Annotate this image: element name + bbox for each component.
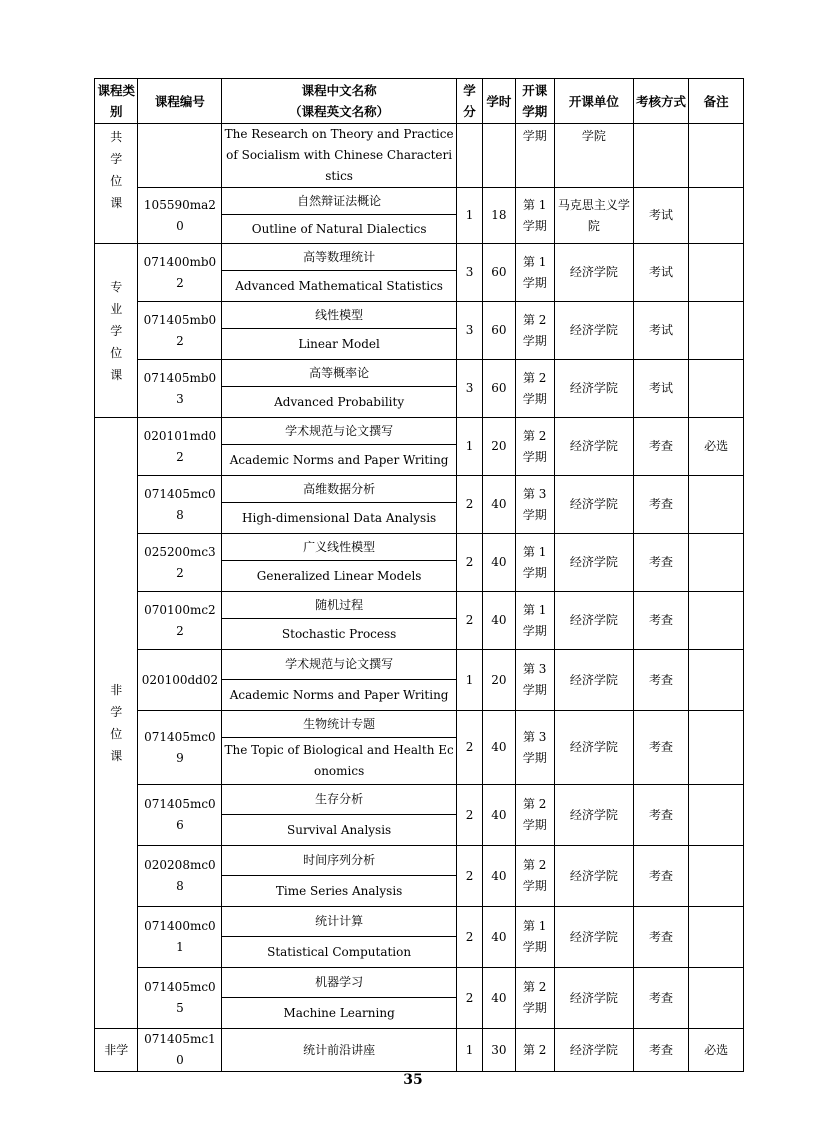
course-hours-cell: 60 xyxy=(483,360,515,418)
course-remark-cell xyxy=(689,907,744,968)
course-unit-cell: 经济学院 xyxy=(554,418,633,476)
course-name-en: High-dimensional Data Analysis xyxy=(222,503,457,534)
table-row xyxy=(95,650,744,680)
table-row xyxy=(95,711,744,738)
course-code-cell: 025200mc32 xyxy=(138,534,222,592)
table-row xyxy=(95,302,744,329)
category-label: 非学 xyxy=(104,1042,129,1057)
course-semester-cell: 第 1 学期 xyxy=(515,188,554,244)
course-name-cn: 高等概率论 xyxy=(222,360,457,387)
header-name-en: （课程英文名称） xyxy=(289,104,390,119)
header-name-cn: 课程中文名称 xyxy=(301,83,377,98)
table-row xyxy=(95,360,744,387)
course-remark-cell xyxy=(689,476,744,534)
course-semester-cell: 第 3 学期 xyxy=(515,476,554,534)
course-name-cn: 学术规范与论文撰写 xyxy=(222,418,457,445)
course-exam-cell: 考查 xyxy=(633,1029,689,1072)
header-code: 课程编号 xyxy=(138,79,222,124)
course-name-en: Time Series Analysis xyxy=(222,876,457,907)
course-exam-cell: 考试 xyxy=(633,244,689,302)
category-cell xyxy=(95,418,138,1029)
course-remark-cell xyxy=(689,302,744,360)
course-code-cell: 071405mb02 xyxy=(138,302,222,360)
course-name-cn: 高维数据分析 xyxy=(222,476,457,503)
course-hours-cell: 40 xyxy=(483,476,515,534)
page-number: 35 xyxy=(403,1072,423,1088)
course-name-en: Academic Norms and Paper Writing xyxy=(222,680,457,711)
category-label: 非学位课 xyxy=(110,683,123,763)
table-row xyxy=(95,968,744,998)
category-cell xyxy=(95,1029,138,1072)
course-code-cell: 020208mc08 xyxy=(138,846,222,907)
course-exam-cell: 考查 xyxy=(633,650,689,711)
category-cell xyxy=(95,244,138,418)
table-row xyxy=(95,418,744,445)
course-exam-cell: 考试 xyxy=(633,302,689,360)
course-semester-cell: 第 1 学期 xyxy=(515,534,554,592)
course-code-cell: 071405mc10 xyxy=(138,1029,222,1072)
course-remark-cell: 必选 xyxy=(689,1029,744,1072)
course-name-cn: 统计前沿讲座 xyxy=(222,1029,457,1072)
course-table xyxy=(94,78,744,1072)
course-name-en: Stochastic Process xyxy=(222,619,457,650)
course-name-cn: 生存分析 xyxy=(222,785,457,815)
course-code-cell: 071405mb03 xyxy=(138,360,222,418)
course-exam-cell: 考查 xyxy=(633,534,689,592)
course-hours-cell: 40 xyxy=(483,907,515,968)
course-remark-cell xyxy=(689,846,744,907)
course-unit-cell: 马克思主义学院 xyxy=(554,188,633,244)
course-credit-cell: 2 xyxy=(456,846,482,907)
course-semester-cell: 第 1 学期 xyxy=(515,244,554,302)
course-exam-cell: 考查 xyxy=(633,785,689,846)
course-credit-cell: 2 xyxy=(456,785,482,846)
course-remark-cell xyxy=(689,124,744,188)
course-unit-cell: 经济学院 xyxy=(554,968,633,1029)
table-row xyxy=(95,785,744,815)
table-row xyxy=(95,124,744,188)
course-name-cn: 广义线性模型 xyxy=(222,534,457,561)
course-name-en: Generalized Linear Models xyxy=(222,561,457,592)
header-remark: 备注 xyxy=(689,79,744,124)
course-remark-cell xyxy=(689,188,744,244)
course-remark-cell xyxy=(689,534,744,592)
course-credit-cell: 2 xyxy=(456,711,482,785)
course-name-en: Advanced Mathematical Statistics xyxy=(222,271,457,302)
table-row xyxy=(95,188,744,215)
course-code-cell: 105590ma20 xyxy=(138,188,222,244)
course-code-cell: 071405mc09 xyxy=(138,711,222,785)
course-hours-cell: 60 xyxy=(483,302,515,360)
course-name-cn: 生物统计专题 xyxy=(222,711,457,738)
table-row xyxy=(95,907,744,937)
course-semester-cell: 第 3 学期 xyxy=(515,650,554,711)
course-name-cn: 学术规范与论文撰写 xyxy=(222,650,457,680)
course-hours-cell: 40 xyxy=(483,592,515,650)
course-exam-cell: 考查 xyxy=(633,418,689,476)
course-hours-cell: 20 xyxy=(483,650,515,711)
course-semester-cell: 学期 xyxy=(515,124,554,188)
course-unit-cell: 经济学院 xyxy=(554,1029,633,1072)
course-remark-cell xyxy=(689,592,744,650)
table-row xyxy=(95,476,744,503)
course-hours-cell: 20 xyxy=(483,418,515,476)
course-remark-cell xyxy=(689,711,744,785)
course-exam-cell: 考查 xyxy=(633,968,689,1029)
course-semester-cell: 第 2 学期 xyxy=(515,785,554,846)
course-credit-cell: 3 xyxy=(456,302,482,360)
course-code-cell: 071400mc01 xyxy=(138,907,222,968)
table-row xyxy=(95,534,744,561)
course-credit-cell: 2 xyxy=(456,907,482,968)
course-hours-cell: 30 xyxy=(483,1029,515,1072)
course-unit-cell: 经济学院 xyxy=(554,711,633,785)
table-row xyxy=(95,592,744,619)
course-unit-cell: 经济学院 xyxy=(554,534,633,592)
course-hours-cell: 18 xyxy=(483,188,515,244)
course-name-cn: 高等数理统计 xyxy=(222,244,457,271)
course-credit-cell: 1 xyxy=(456,188,482,244)
course-semester-cell: 第 2 学期 xyxy=(515,846,554,907)
course-credit-cell: 3 xyxy=(456,244,482,302)
course-hours-cell: 60 xyxy=(483,244,515,302)
header-unit: 开课单位 xyxy=(554,79,633,124)
course-exam-cell: 考查 xyxy=(633,907,689,968)
course-name-en: Advanced Probability xyxy=(222,387,457,418)
course-semester-cell: 第 2 学期 xyxy=(515,418,554,476)
category-cell xyxy=(95,124,138,244)
course-code-cell: 020101md02 xyxy=(138,418,222,476)
course-remark-cell xyxy=(689,360,744,418)
course-hours-cell: 40 xyxy=(483,785,515,846)
course-hours-cell: 40 xyxy=(483,534,515,592)
course-hours-cell xyxy=(483,124,515,188)
course-credit-cell xyxy=(456,124,482,188)
course-credit-cell: 1 xyxy=(456,418,482,476)
course-exam-cell: 考试 xyxy=(633,360,689,418)
course-exam-cell: 考查 xyxy=(633,476,689,534)
header-credit: 学分 xyxy=(456,79,482,124)
header-hours: 学时 xyxy=(483,79,515,124)
course-exam-cell xyxy=(633,124,689,188)
course-code-cell: 071400mb02 xyxy=(138,244,222,302)
course-name-en: Outline of Natural Dialectics xyxy=(222,215,457,244)
course-semester-cell: 第 3 学期 xyxy=(515,711,554,785)
table-row xyxy=(95,244,744,271)
course-semester-cell: 第 1 学期 xyxy=(515,907,554,968)
header-name xyxy=(222,79,457,124)
course-hours-cell: 40 xyxy=(483,711,515,785)
course-remark-cell xyxy=(689,968,744,1029)
course-exam-cell: 考查 xyxy=(633,592,689,650)
course-hours-cell: 40 xyxy=(483,846,515,907)
course-unit-cell: 经济学院 xyxy=(554,907,633,968)
course-code-cell: 020100dd02 xyxy=(138,650,222,711)
course-unit-cell: 经济学院 xyxy=(554,650,633,711)
course-code-cell: 071405mc05 xyxy=(138,968,222,1029)
course-name-cn: 统计计算 xyxy=(222,907,457,937)
course-semester-cell: 第 1 学期 xyxy=(515,592,554,650)
course-credit-cell: 1 xyxy=(456,650,482,711)
course-name-en: Academic Norms and Paper Writing xyxy=(222,445,457,476)
course-unit-cell: 经济学院 xyxy=(554,476,633,534)
course-credit-cell: 2 xyxy=(456,476,482,534)
course-credit-cell: 3 xyxy=(456,360,482,418)
course-exam-cell: 考查 xyxy=(633,846,689,907)
course-unit-cell: 经济学院 xyxy=(554,846,633,907)
course-exam-cell: 考试 xyxy=(633,188,689,244)
category-label: 专业学位课 xyxy=(110,279,123,382)
course-name-cn: 机器学习 xyxy=(222,968,457,998)
course-hours-cell: 40 xyxy=(483,968,515,1029)
course-name-cn: 随机过程 xyxy=(222,592,457,619)
course-name-cn: 自然辩证法概论 xyxy=(222,188,457,215)
course-name-cn: 线性模型 xyxy=(222,302,457,329)
course-name-en: Survival Analysis xyxy=(222,815,457,846)
table-row xyxy=(95,1029,744,1072)
course-unit-cell: 经济学院 xyxy=(554,302,633,360)
course-name-en: Statistical Computation xyxy=(222,937,457,968)
course-name-en: Linear Model xyxy=(222,329,457,360)
course-remark-cell xyxy=(689,650,744,711)
category-label: 共学位课 xyxy=(110,130,123,210)
course-remark-cell: 必选 xyxy=(689,418,744,476)
course-code-cell xyxy=(138,124,222,188)
header-semester: 开课学期 xyxy=(515,79,554,124)
course-unit-cell: 学院 xyxy=(554,124,633,188)
course-semester-cell: 第 2 学期 xyxy=(515,302,554,360)
course-code-cell: 070100mc22 xyxy=(138,592,222,650)
course-semester-cell: 第 2 学期 xyxy=(515,968,554,1029)
course-unit-cell: 经济学院 xyxy=(554,592,633,650)
course-name-cn: 时间序列分析 xyxy=(222,846,457,876)
course-unit-cell: 经济学院 xyxy=(554,360,633,418)
course-remark-cell xyxy=(689,785,744,846)
course-semester-cell: 第 2 学期 xyxy=(515,360,554,418)
course-remark-cell xyxy=(689,244,744,302)
header-category: 课程类别 xyxy=(95,79,138,124)
course-semester-cell: 第 2 xyxy=(515,1029,554,1072)
course-code-cell: 071405mc08 xyxy=(138,476,222,534)
header-row xyxy=(95,79,744,124)
course-code-cell: 071405mc06 xyxy=(138,785,222,846)
course-credit-cell: 2 xyxy=(456,592,482,650)
header-exam: 考核方式 xyxy=(633,79,689,124)
course-unit-cell: 经济学院 xyxy=(554,244,633,302)
course-name-en: The Research on Theory and Practice of Socialism with Chinese Characteristics xyxy=(222,124,457,188)
course-credit-cell: 1 xyxy=(456,1029,482,1072)
course-unit-cell: 经济学院 xyxy=(554,785,633,846)
course-name-en: The Topic of Biological and Health Economics xyxy=(222,738,457,785)
course-exam-cell: 考查 xyxy=(633,711,689,785)
course-credit-cell: 2 xyxy=(456,534,482,592)
table-row xyxy=(95,846,744,876)
course-credit-cell: 2 xyxy=(456,968,482,1029)
course-name-en: Machine Learning xyxy=(222,998,457,1029)
